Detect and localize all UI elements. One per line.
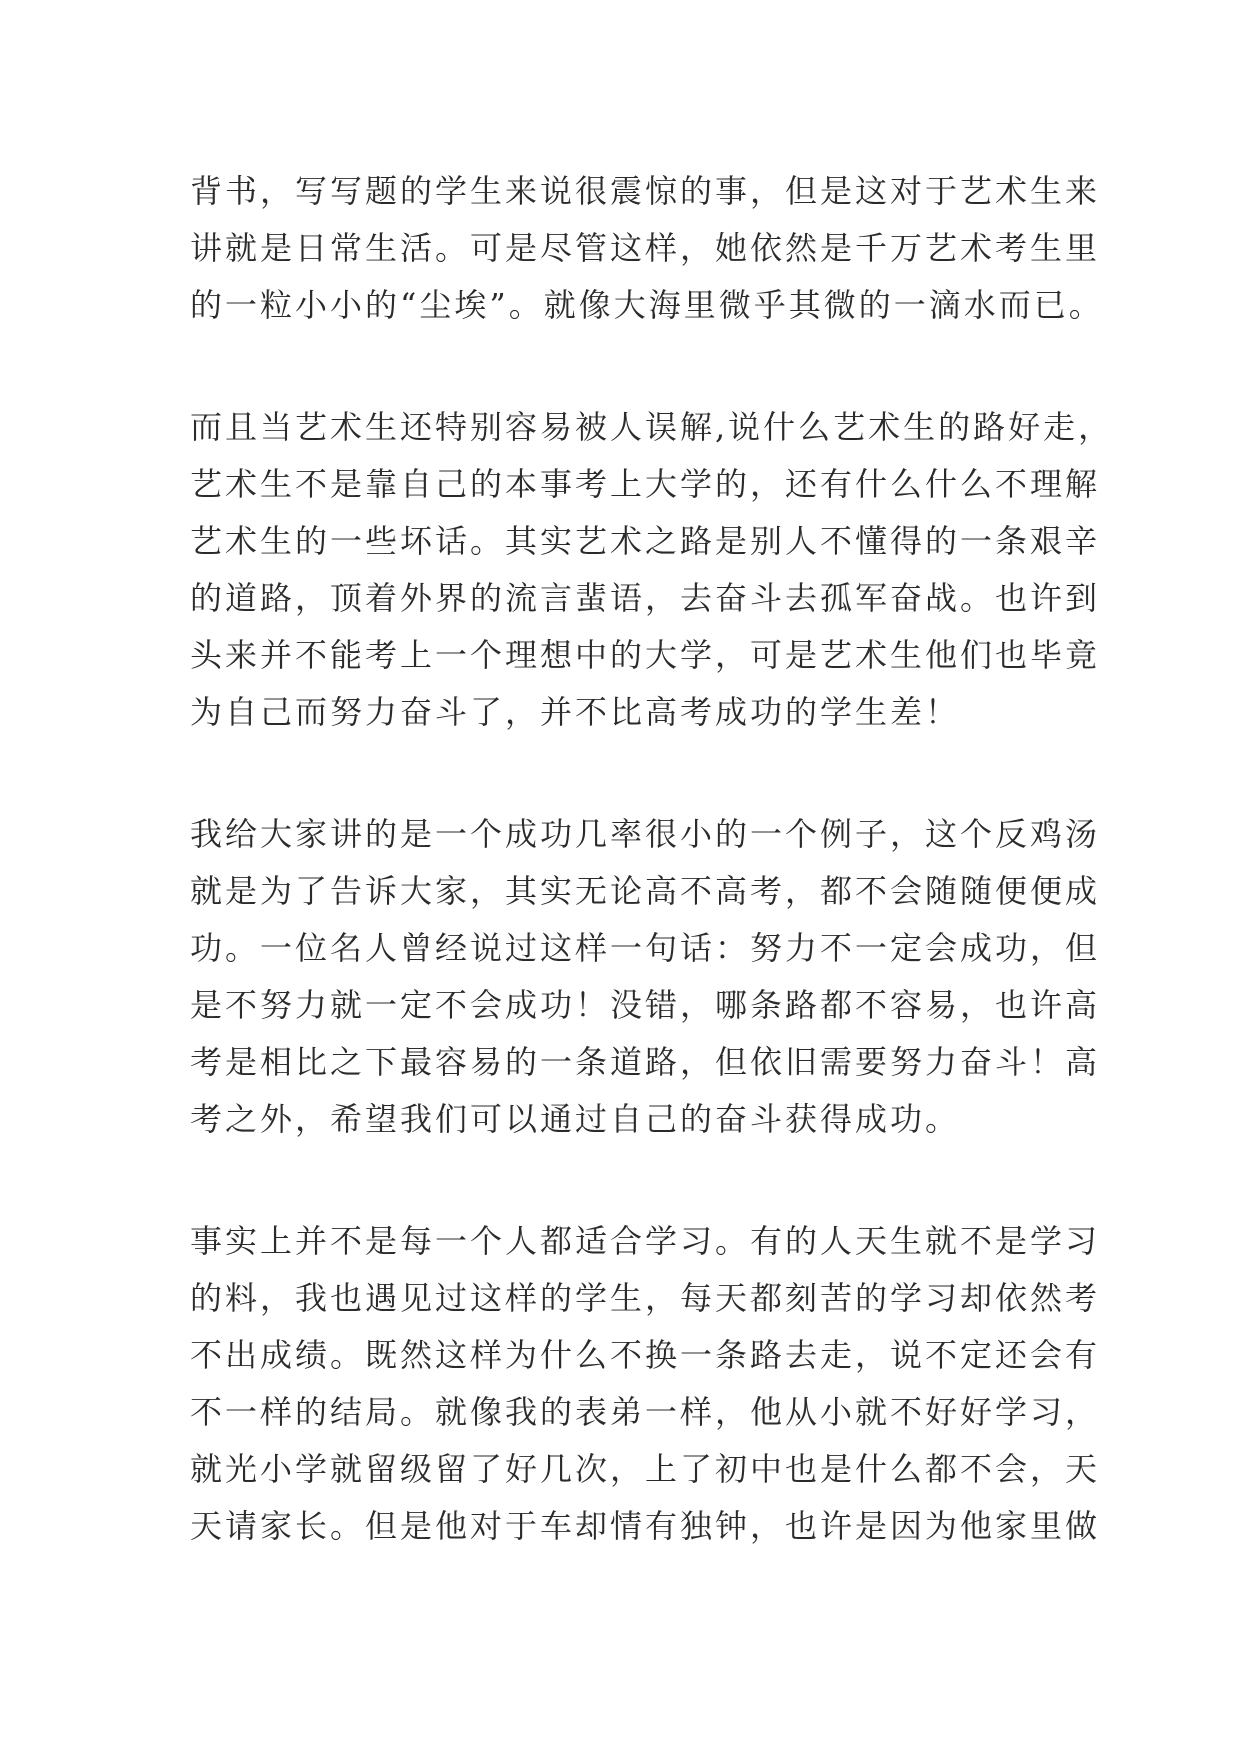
text-line: 艺术生的一些坏话。其实艺术之路是别人不懂得的一条艰辛 — [190, 522, 1101, 560]
text-line: 天请家长。但是他对于车却情有独钟，也许是因为他家里做 — [190, 1507, 1101, 1545]
text-line: 头来并不能考上一个理想中的大学，可是艺术生他们也毕竟 — [190, 636, 1101, 674]
document-body — [190, 163, 1114, 1620]
text-line: 考是相比之下最容易的一条道路，但依旧需要努力奋斗！高 — [190, 1043, 1101, 1081]
paragraph-4 — [190, 1213, 1101, 1555]
text-line: 不一样的结局。就像我的表弟一样，他从小就不好好学习， — [190, 1393, 1101, 1431]
text-line: 就是为了告诉大家，其实无论高不高考，都不会随随便便成 — [190, 872, 1101, 910]
text-line: 艺术生不是靠自己的本事考上大学的，还有什么什么不理解 — [190, 465, 1101, 503]
text-line: 是不努力就一定不会成功！没错，哪条路都不容易，也许高 — [190, 986, 1101, 1024]
text-line: 的一粒小小的“尘埃”。就像大海里微乎其微的一滴水而已。 — [190, 286, 1104, 324]
paragraph-3 — [190, 806, 1101, 1148]
paragraph-1 — [190, 163, 1104, 334]
text-line: 而且当艺术生还特别容易被人误解,说什么艺术生的路好走， — [190, 408, 1114, 446]
text-line: 不出成绩。既然这样为什么不换一条路去走，说不定还会有 — [190, 1336, 1101, 1374]
text-line: 事实上并不是每一个人都适合学习。有的人天生就不是学习 — [190, 1222, 1101, 1260]
text-line: 就光小学就留级留了好几次，上了初中也是什么都不会，天 — [190, 1450, 1101, 1488]
text-line: 考之外，希望我们可以通过自己的奋斗获得成功。 — [190, 1100, 961, 1138]
paragraph-2 — [190, 399, 1114, 741]
text-line: 的道路，顶着外界的流言蜚语，去奋斗去孤军奋战。也许到 — [190, 579, 1101, 617]
text-line: 我给大家讲的是一个成功几率很小的一个例子，这个反鸡汤 — [190, 815, 1101, 853]
text-line: 讲就是日常生活。可是尽管这样，她依然是千万艺术考生里 — [190, 229, 1101, 267]
text-line: 的料，我也遇见过这样的学生，每天都刻苦的学习却依然考 — [190, 1279, 1101, 1317]
text-line: 背书，写写题的学生来说很震惊的事，但是这对于艺术生来 — [190, 172, 1101, 210]
text-line: 功。一位名人曾经说过这样一句话：努力不一定会成功，但 — [190, 929, 1101, 967]
text-line: 为自己而努力奋斗了，并不比高考成功的学生差！ — [190, 693, 961, 731]
